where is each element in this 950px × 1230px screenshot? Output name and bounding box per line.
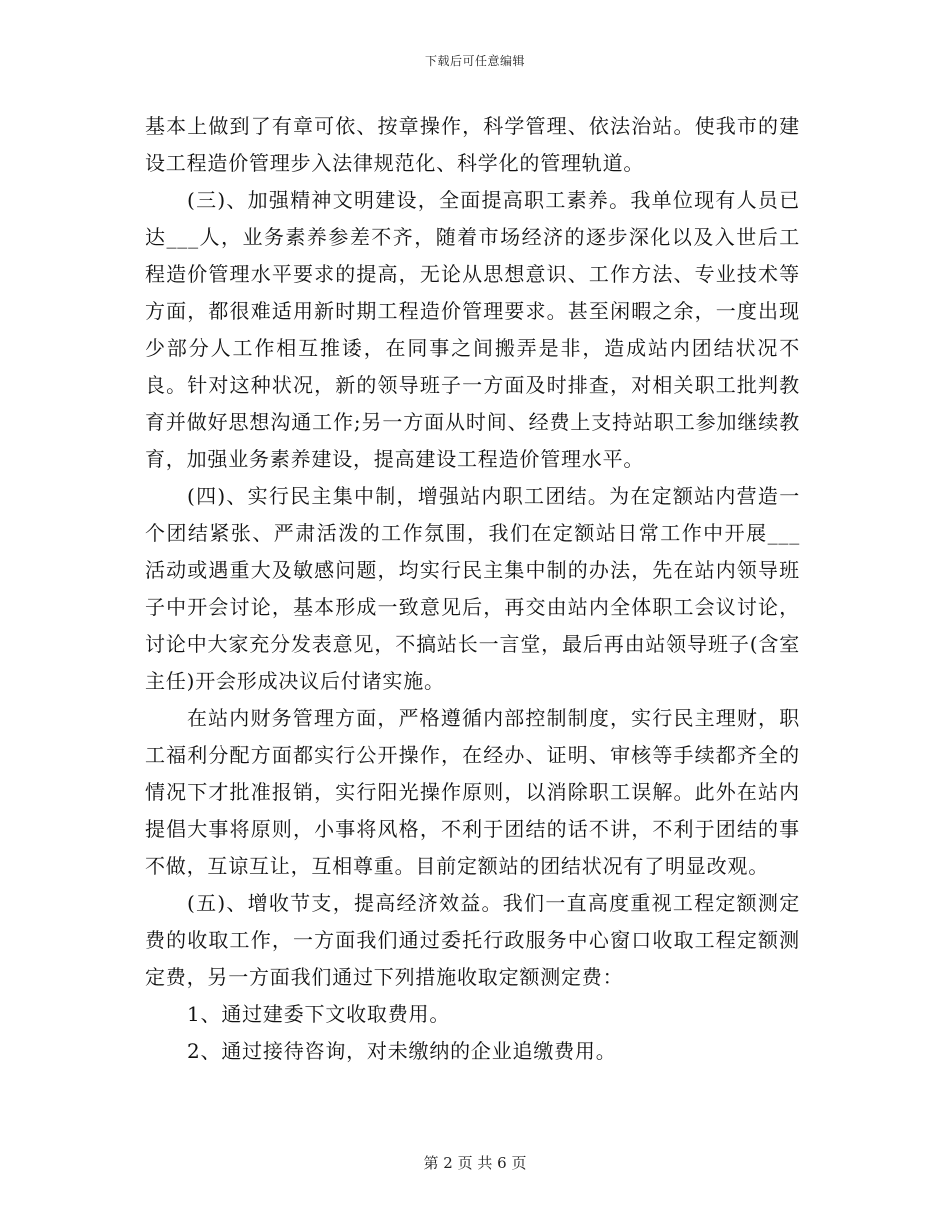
document-body [145,108,800,1070]
list-item-two: 2、通过接待咨询，对未缴纳的企业追缴费用。 [187,1039,617,1063]
paragraph-section-four: (四)、实行民主集中制，增强站内职工团结。为在定额站内营造一个团结紧张、严肃活泼的工作氛围，我们在定额站日常工作中开展___活动或遇重大及敏感问题，均实行民主集中制的办法，先在站内领导班子中开会讨论，基本形成一致意见后，再交由站内全体职工会议讨论，讨论中大家充分发表意见，不搞站长一言堂，最后再由站领导班子(含室主任)开会形成决议后付诸实施。 [145,484,800,693]
paragraph-financial-management: 在站内财务管理方面，严格遵循内部控制制度，实行民主理财，职工福利分配方面都实行公开操作，在经办、证明、审核等手续都齐全的情况下才批准报销，实行阳光操作原则，以消除职工误解。此外在站内提倡大事将原则，小事将风格，不利于团结的话不讲，不利于团结的事不做，互谅互让，互相尊重。目前定额站的团结状况有了明显改观。 [145,706,800,878]
page-header: 下载后可任意编辑 [424,54,525,68]
page-number: 第 2 页 共 6 页 [423,1154,527,1172]
paragraph-continuation: 基本上做到了有章可依、按章操作，科学管理、依法治站。使我市的建设工程造价管理步入法律规范化、科学化的管理轨道。 [145,114,800,175]
paragraph-section-three: (三)、加强精神文明建设，全面提高职工素养。我单位现有人员已达___人，业务素养参差不齐，随着市场经济的逐步深化以及入世后工程造价管理水平要求的提高，无论从思想意识、工作方法、专业技术等方面，都很难适用新时期工程造价管理要求。甚至闲暇之余，一度出现少部分人工作相互推诿，在同事之间搬弄是非，造成站内团结状况不良。针对这种状况，新的领导班子一方面及时排查，对相关职工批判教育并做好思想沟通工作;另一方面从时间、经费上支持站职工参加继续教育，加强业务素养建设，提高建设工程造价管理水平。 [145,188,800,471]
list-item-one: 1、通过建委下文收取费用。 [187,1002,451,1026]
paragraph-section-five: (五)、增收节支，提高经济效益。我们一直高度重视工程定额测定费的收取工作，一方面我们通过委托行政服务中心窗口收取工程定额测定费，另一方面我们通过下列措施收取定额测定费： [145,891,800,989]
